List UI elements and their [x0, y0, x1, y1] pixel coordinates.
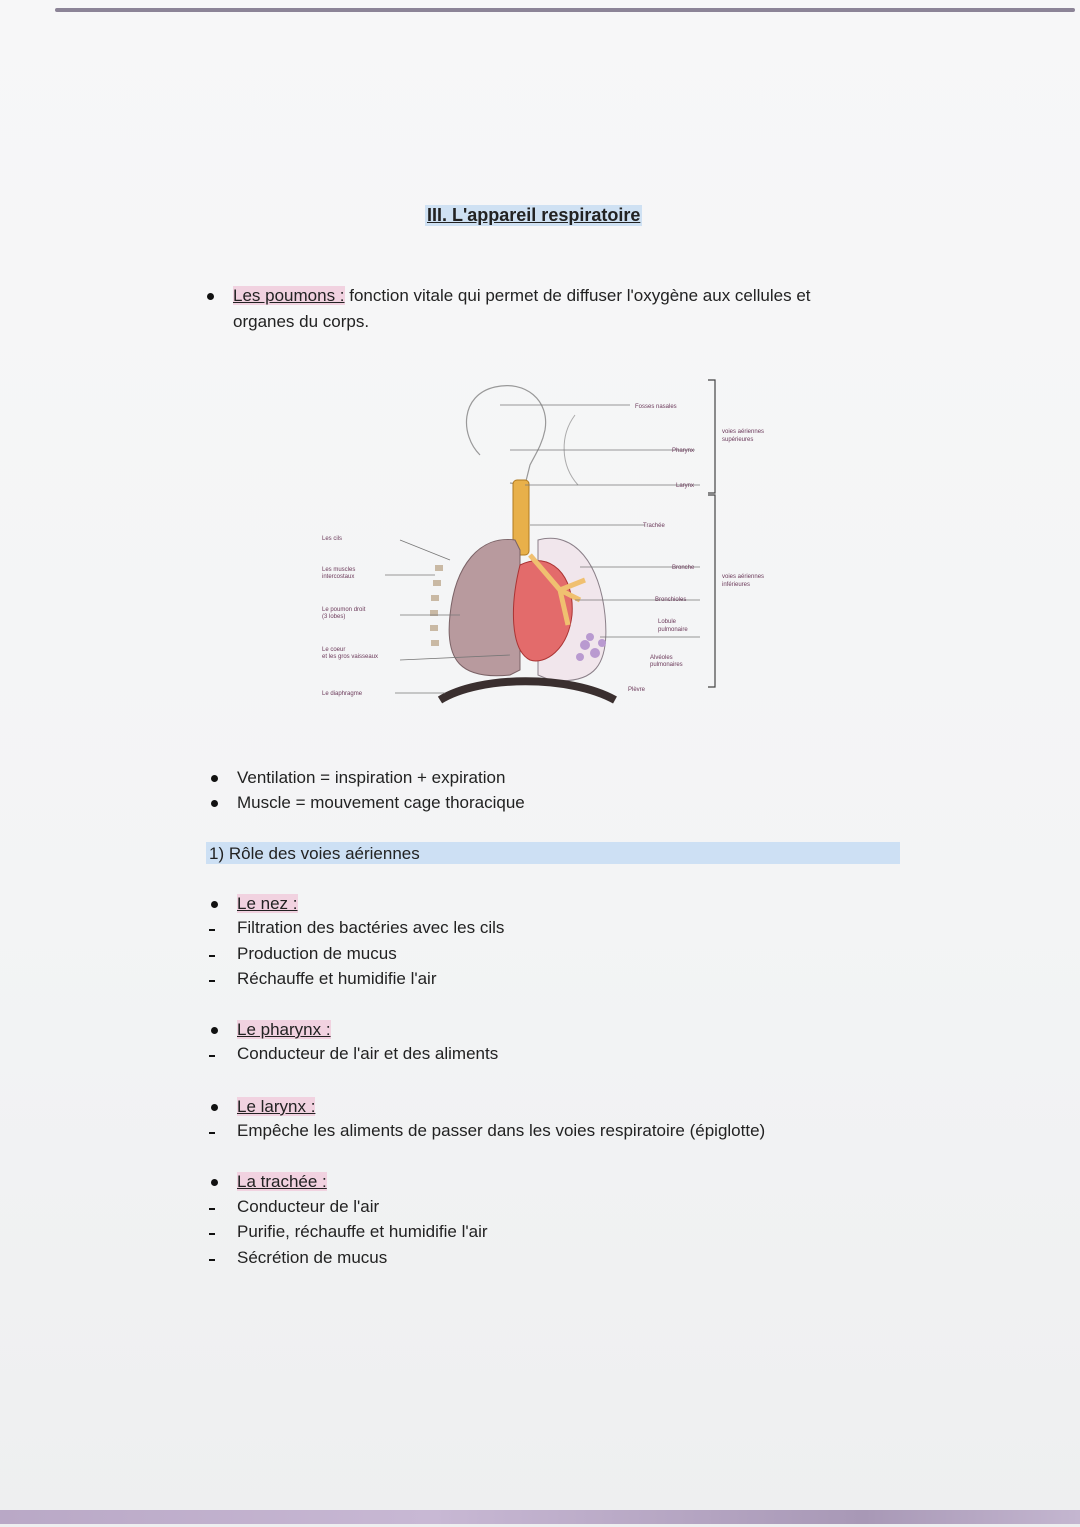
label-cils: Les cils [322, 536, 343, 542]
label-trachee: Trachée [643, 523, 665, 529]
label-lobule: Lobule [658, 619, 677, 625]
page-title: III. L'appareil respiratoire [427, 205, 641, 225]
trachee-item: Conducteur de l'air [237, 1197, 380, 1216]
dash-icon [209, 1055, 215, 1057]
pharynx-heading [237, 1019, 331, 1041]
label-poumon-droit: Le poumon droit [322, 607, 366, 613]
dash-icon [209, 955, 215, 957]
bullet-icon [211, 1104, 218, 1111]
label-intercostaux: intercostaux [322, 574, 355, 580]
trachee-item: Purifie, réchauffe et humidifie l'air [237, 1222, 488, 1241]
label-pulmonaire: pulmonaire [658, 627, 688, 633]
nez-item: Filtration des bactéries avec les cils [237, 918, 505, 937]
nez-item: Production de mucus [237, 944, 397, 963]
label-coeur: Le coeur [322, 647, 346, 653]
label-voies-sup-2: supérieures [722, 437, 754, 443]
bullet-icon [211, 1179, 218, 1186]
trachee-heading [237, 1171, 327, 1193]
bullet-icon [211, 901, 218, 908]
label-3-lobes: (3 lobes) [322, 614, 346, 620]
pharynx-term: Le pharynx : [237, 1020, 331, 1039]
bullet-icon [211, 800, 218, 807]
label-diaphragme: Le diaphragme [322, 691, 363, 697]
label-gros-vaisseaux: et les gros vaisseaux [322, 654, 379, 660]
respiratory-diagram [310, 375, 810, 710]
muscle-text: Muscle = mouvement cage thoracique [237, 793, 525, 812]
nez-heading [237, 893, 298, 915]
nez-term: Le nez : [237, 894, 298, 913]
intro-line-1 [233, 285, 811, 307]
nez-item: Réchauffe et humidifie l'air [237, 969, 437, 988]
bullet-icon [211, 775, 218, 782]
label-bronchioles: Bronchioles [655, 597, 687, 603]
bullet-icon [207, 293, 214, 300]
pharynx-item: Conducteur de l'air et des aliments [237, 1044, 499, 1063]
intro-line-2: organes du corps. [233, 312, 370, 331]
bottom-edge-band [0, 1510, 1080, 1524]
label-voies-inf: voies aériennes [722, 574, 765, 580]
larynx-item: Empêche les aliments de passer dans les voies respiratoire (épiglotte) [237, 1121, 766, 1140]
ventilation-text: Ventilation = inspiration + expiration [237, 768, 506, 787]
dash-icon [209, 1259, 215, 1261]
label-alveoles-2: pulmonaires [650, 662, 683, 668]
dash-icon [209, 1233, 215, 1235]
label-alveoles: Alvéoles [650, 655, 673, 661]
bullet-icon [211, 1027, 218, 1034]
label-muscles: Les muscles [322, 567, 356, 573]
dash-icon [209, 929, 215, 931]
trachee-term: La trachée : [237, 1172, 327, 1191]
dash-icon [209, 980, 215, 982]
label-plevre: Plèvre [628, 687, 646, 693]
label-bronche: Bronche [672, 565, 695, 571]
label-pharynx: Pharynx [672, 448, 695, 454]
label-larynx: Larynx [676, 483, 695, 489]
larynx-heading [237, 1096, 315, 1118]
dash-icon [209, 1208, 215, 1210]
larynx-term: Le larynx : [237, 1097, 316, 1116]
intro-term: Les poumons : [233, 286, 345, 305]
label-fosses-nasales: Fosses nasales [635, 404, 677, 410]
label-voies-inf-2: inférieures [722, 582, 751, 588]
section-heading: 1) Rôle des voies aériennes [209, 844, 420, 863]
intro-text: fonction vitale qui permet de diffuser l'oxygène aux cellules et [349, 286, 811, 305]
label-voies-sup: voies aériennes [722, 429, 765, 435]
top-edge-line [55, 8, 1075, 12]
dash-icon [209, 1132, 215, 1134]
trachee-item: Sécrétion de mucus [237, 1248, 388, 1267]
